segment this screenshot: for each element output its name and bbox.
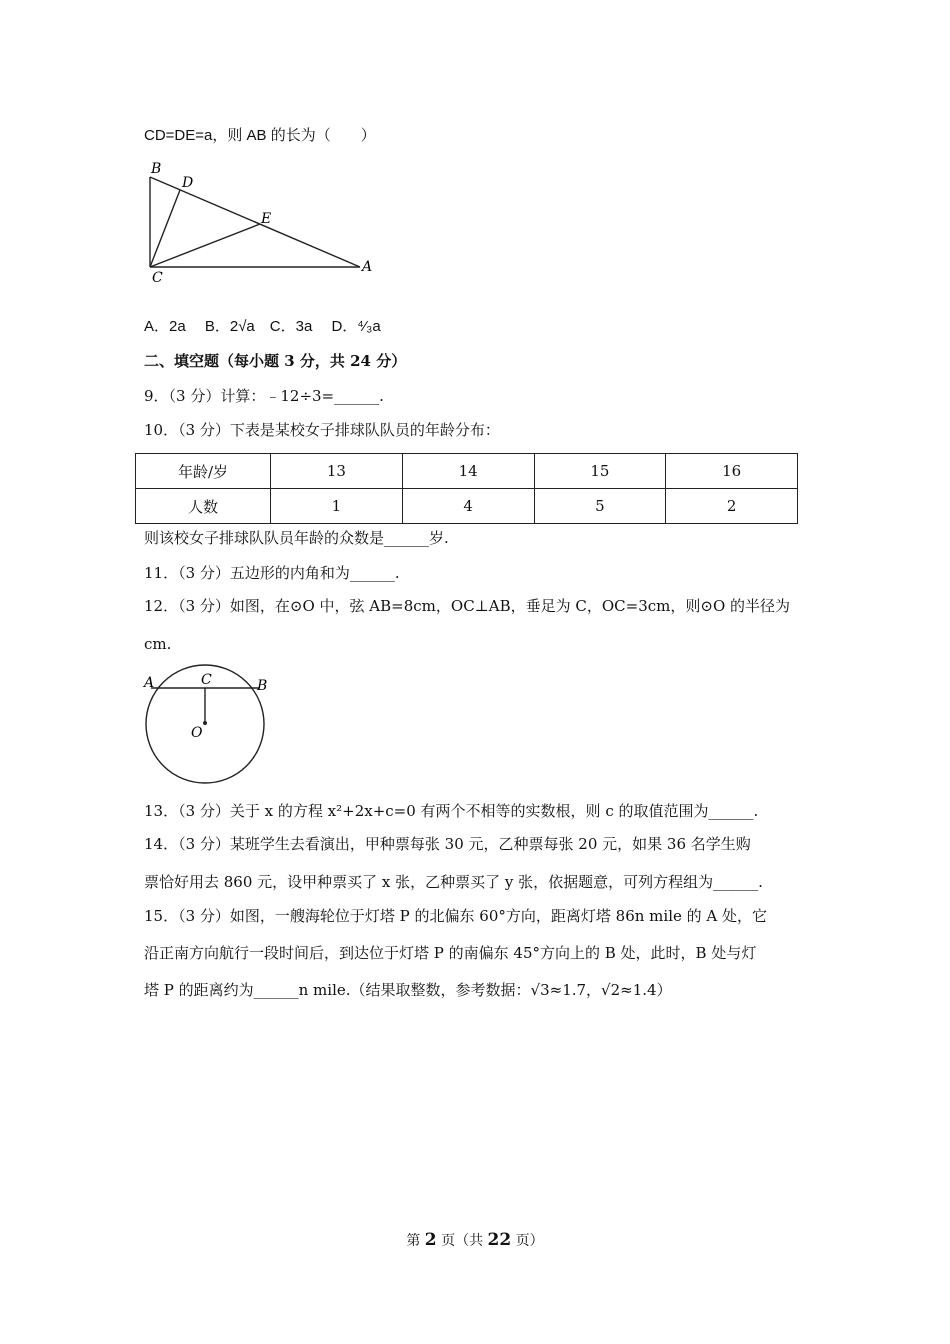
center-point xyxy=(203,721,207,725)
footer-suffix: 页） xyxy=(511,1233,544,1249)
footer-prefix: 第 xyxy=(406,1233,425,1249)
label-c: C xyxy=(152,270,163,286)
q15-line3: 塔 P 的距离约为______n mile.（结果取整数，参考数据：√3≈1.7，√2≈1.4） xyxy=(144,981,672,999)
table-cell: 2 xyxy=(666,489,798,524)
q13-text: 13．（3 分）关于 x 的方程 x²+2x+c=0 有两个不相等的实数根，则 c 的取值范围为______. xyxy=(144,802,759,820)
segment-ce xyxy=(150,224,260,267)
q12-text-line1: 12．（3 分）如图，在⊙O 中，弦 AB=8cm，OC⊥AB，垂足为 C，OC=3cm，则⊙O 的半径为 xyxy=(144,597,791,615)
footer-page-number: 2 xyxy=(424,1230,437,1250)
table-cell: 4 xyxy=(402,489,534,524)
q12-text-line2: cm. xyxy=(144,635,172,653)
segment-cd xyxy=(150,190,180,267)
table-cell: 人数 xyxy=(136,489,271,524)
table-cell: 13 xyxy=(271,454,403,489)
table-cell: 14 xyxy=(402,454,534,489)
q8-triangle-figure xyxy=(140,155,380,287)
label-o: O xyxy=(191,725,203,741)
q14-line2: 票恰好用去 860 元，设甲种票买了 x 张，乙种票买了 y 张，依据题意，可列方程组为______. xyxy=(144,873,763,891)
footer-middle: 页（共 xyxy=(436,1233,488,1249)
q11-text: 11．（3 分）五边形的内角和为______. xyxy=(144,564,400,582)
table-cell: 1 xyxy=(271,489,403,524)
q10-text: 10．（3 分）下表是某校女子排球队队员的年龄分布： xyxy=(144,421,500,439)
label-a: A xyxy=(144,675,155,691)
label-a: A xyxy=(362,259,373,275)
q9-text: 9．（3 分）计算：﹣12÷3=______. xyxy=(144,387,384,405)
q15-line2: 沿正南方向航行一段时间后，到达位于灯塔 P 的南偏东 45°方向上的 B 处，此时，B 处与灯 xyxy=(144,944,757,962)
table-cell: 年龄/岁 xyxy=(136,454,271,489)
q12-circle-figure xyxy=(138,664,278,788)
label-c: C xyxy=(201,672,212,688)
section2-title: 二、填空题（每小题 3 分，共 24 分） xyxy=(144,352,407,370)
label-b: B xyxy=(257,678,268,694)
table-cell: 15 xyxy=(534,454,666,489)
table-cell: 16 xyxy=(666,454,798,489)
q15-line1: 15．（3 分）如图，一艘海轮位于灯塔 P 的北偏东 60°方向，距离灯塔 86n mile 的 A 处，它 xyxy=(144,907,768,925)
q8-options: A．2a B．2√a C．3a D．⁴⁄₃a xyxy=(144,318,381,335)
table-header-row xyxy=(136,454,798,489)
table-cell: 5 xyxy=(534,489,666,524)
footer-total-pages: 22 xyxy=(487,1230,512,1250)
age-distribution-table xyxy=(135,453,798,524)
label-b: B xyxy=(151,161,162,177)
q8-stem-tail: CD=DE=a，则 AB 的长为（ ） xyxy=(144,127,376,144)
label-d: D xyxy=(182,175,194,191)
q10-after: 则该校女子排球队队员年龄的众数是______岁. xyxy=(144,529,449,547)
label-e: E xyxy=(261,211,272,227)
q14-line1: 14．（3 分）某班学生去看演出，甲种票每张 30 元，乙种票每张 20 元，如果 36 名学生购 xyxy=(144,835,751,853)
table-row xyxy=(136,489,798,524)
page-footer xyxy=(0,1230,950,1250)
